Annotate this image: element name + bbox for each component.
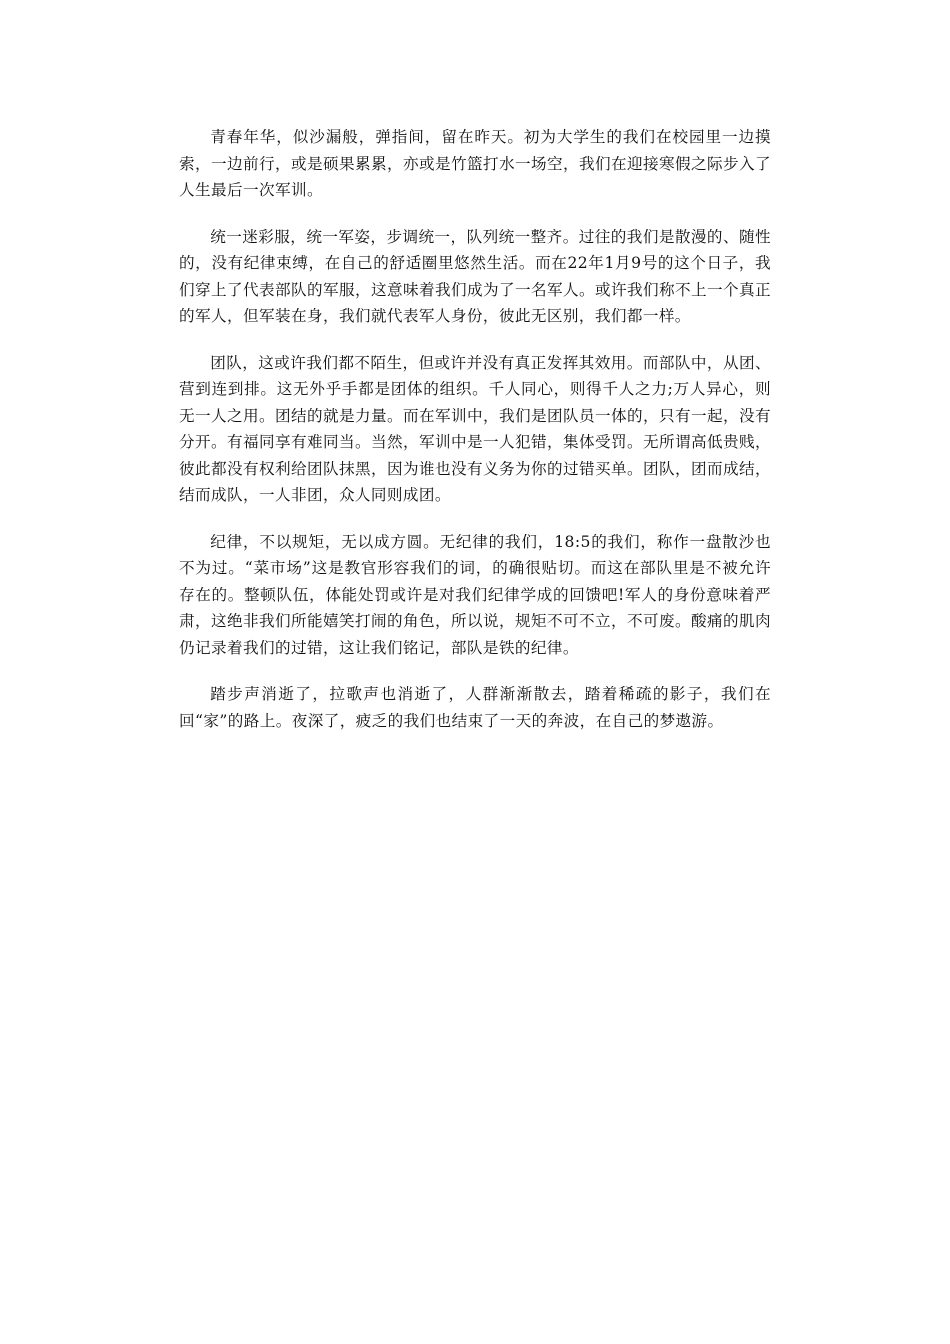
paragraph-ending: 踏步声消逝了，拉歌声也消逝了，人群渐渐散去，踏着稀疏的影子，我们在回“家”的路上。夜深了，疲乏的我们也结束了一天的奔波，在自己的梦遨游。 xyxy=(179,685,771,730)
paragraph-discipline: 纪律，不以规矩，无以成方圆。无纪律的我们，18:5的我们，称作一盘散沙也不为过。“菜市场”这是教官形容我们的词，的确很贴切。而这在部队里是不被允许存在的。整顿队伍，体能处罚或许是对我们纪律学成的回馈吧!军人的身份意味着严肃，这绝非我们所能嬉笑打闹的角色，所以说，规矩不可不立，不可废。酸痛的肌肉仍记录着我们的过错，这让我们铭记，部队是铁的纪律。 xyxy=(179,532,771,657)
paragraph-youth: 青春年华，似沙漏般，弹指间，留在昨天。初为大学生的我们在校园里一边摸索，一边前行，或是硕果累累，亦或是竹篮打水一场空，我们在迎接寒假之际步入了人生最后一次军训。 xyxy=(179,128,771,199)
paragraph-uniform: 统一迷彩服，统一军姿，步调统一，队列统一整齐。过往的我们是散漫的、随性的，没有纪律束缚，在自己的舒适圈里悠然生活。而在22年1月9号的这个日子，我们穿上了代表部队的军服，这意味着我们成为了一名军人。或许我们称不上一个真正的军人，但军装在身，我们就代表军人身份，彼此无区别，我们都一样。 xyxy=(179,227,771,325)
paragraph-team: 团队，这或许我们都不陌生，但或许并没有真正发挥其效用。而部队中，从团、营到连到排。这无外乎手都是团体的组织。千人同心，则得千人之力;万人异心，则无一人之用。团结的就是力量。而在军训中，我们是团队员一体的，只有一起，没有分开。有福同享有难同当。当然，军训中是一人犯错，集体受罚。无所谓高低贵贱，彼此都没有权利给团队抹黑，因为谁也没有义务为你的过错买单。团队，团而成结，结而成队，一人非团，众人同则成团。 xyxy=(179,353,771,504)
document-body xyxy=(179,124,771,754)
